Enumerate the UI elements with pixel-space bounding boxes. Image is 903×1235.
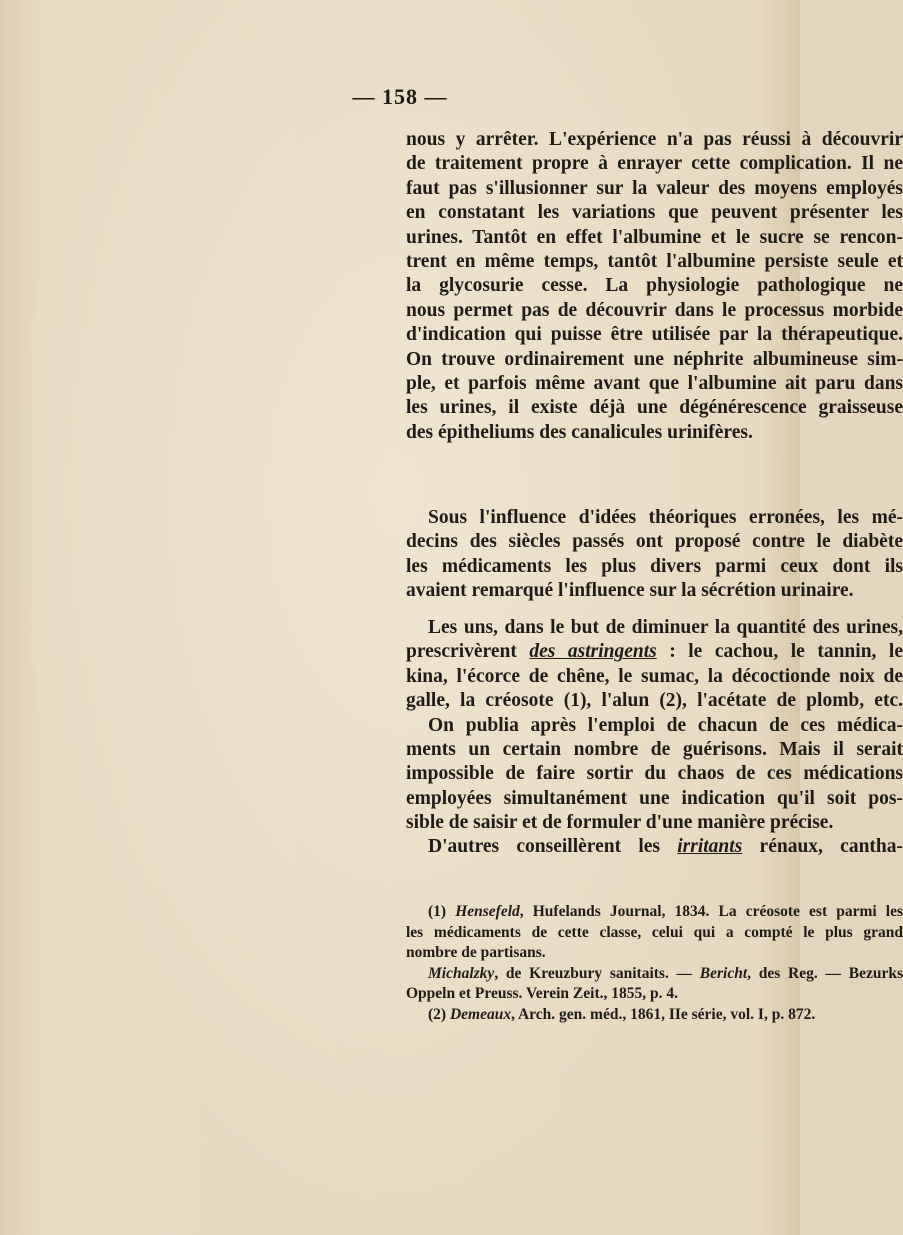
- emphasis-irritants: irritants: [677, 836, 743, 857]
- text-segment: , Hufelands Journal, 1834. La créosote est parmi les: [519, 903, 903, 920]
- text-line: impossible de faire sortir du chaos de ces médications: [406, 763, 903, 785]
- text-line: [406, 835, 903, 859]
- text-line: [406, 640, 903, 664]
- text-line: urines. Tantôt en effet l'albumine et le sucre se rencon-: [406, 226, 903, 248]
- footnote-2-line: [406, 1005, 903, 1026]
- text-line: On trouve ordinairement une néphrite albumineuse sim-: [406, 348, 903, 370]
- text-line: de traitement propre à enrayer cette complication. Il ne: [406, 153, 903, 175]
- text-line: les médicaments les plus divers parmi ceux dont ils: [406, 555, 903, 577]
- footnotes: [406, 902, 903, 1025]
- footnote-emphasis: Bericht: [699, 964, 748, 982]
- footnote-1b-line: Oppeln et Preuss. Verein Zeit., 1855, p. 4.: [406, 985, 678, 1002]
- footnote-1b-line: [406, 964, 903, 985]
- text-line: employées simultanément une indication qu'il soit pos-: [406, 787, 903, 809]
- text-line: Sous l'influence d'idées théoriques erronées, les mé-: [428, 507, 903, 528]
- text-segment: prescrivèrent: [406, 641, 530, 663]
- paragraph-1: [406, 128, 903, 445]
- text-line: kina, l'écorce de chêne, le sumac, la décoctionde noix de: [406, 665, 903, 687]
- paragraph-3: [406, 616, 903, 836]
- text-line: nous permet pas de découvrir dans le processus morbide: [406, 299, 903, 321]
- footnote-1-line: [406, 902, 903, 923]
- text-line: en constatant les variations que peuvent présenter les: [406, 202, 903, 224]
- text-segment: : le cachou, le tannin, le: [656, 641, 903, 663]
- text-line: des épitheliums des canalicules urinifères.: [406, 421, 753, 443]
- text-segment: rénaux, cantha-: [742, 836, 903, 857]
- text-line: sible de saisir et de formuler d'une manière précise.: [406, 812, 834, 834]
- text-line: faut pas s'illusionner sur la valeur des moyens employés: [406, 177, 903, 199]
- text-line: les urines, il existe déjà une dégénérescence graisseuse: [406, 397, 903, 419]
- text-segment: , des Reg. — Bezurks: [747, 964, 903, 982]
- text-line: ple, et parfois même avant que l'albumine ait paru dans: [406, 372, 903, 394]
- footnote-1-line: les médicaments de cette classe, celui qui a compté le plus grand: [406, 923, 903, 941]
- paragraph-2: [406, 506, 903, 604]
- text-line: nous y arrêter. L'expérience n'a pas réussi à découvrir: [406, 129, 903, 150]
- text-segment: , de Kreuzbury sanitaits. —: [494, 964, 700, 982]
- text-line: d'indication qui puisse être utilisée par la thérapeutique.: [406, 324, 903, 346]
- text-line: ments un certain nombre de guérisons. Mais il serait: [406, 738, 903, 760]
- footnote-author: Demeaux: [449, 1005, 512, 1023]
- emphasis-astringents: des astringents: [529, 641, 657, 663]
- footnote-author: Hensefeld: [455, 903, 520, 920]
- text-line: trent en même temps, tantôt l'albumine persiste seule et: [406, 250, 903, 272]
- text-line: decins des siècles passés ont proposé contre le diabète: [406, 531, 903, 553]
- footnote-number: (1): [428, 903, 456, 920]
- footnote-1-line: nombre de partisans.: [406, 944, 546, 961]
- text-line: la glycosurie cesse. La physiologie pathologique ne: [406, 275, 903, 297]
- text-segment: , Arch. gen. méd., 1861, IIe série, vol. I, p. 872.: [511, 1005, 816, 1023]
- text-line: On publia après l'emploi de chacun de ces médica-: [428, 714, 903, 736]
- text-line: Les uns, dans le but de diminuer la quantité des urines,: [428, 617, 903, 638]
- page-number: — 158 —: [352, 84, 448, 109]
- text-line: galle, la créosote (1), l'alun (2), l'acétate de plomb, etc.: [406, 690, 903, 712]
- paragraph-4: [406, 835, 903, 859]
- footnote-number: (2): [428, 1005, 450, 1023]
- text-segment: D'autres conseillèrent les: [428, 836, 678, 857]
- footnote-author: Michalzky: [428, 964, 495, 982]
- text-line: avaient remarqué l'influence sur la sécrétion urinaire.: [406, 580, 854, 602]
